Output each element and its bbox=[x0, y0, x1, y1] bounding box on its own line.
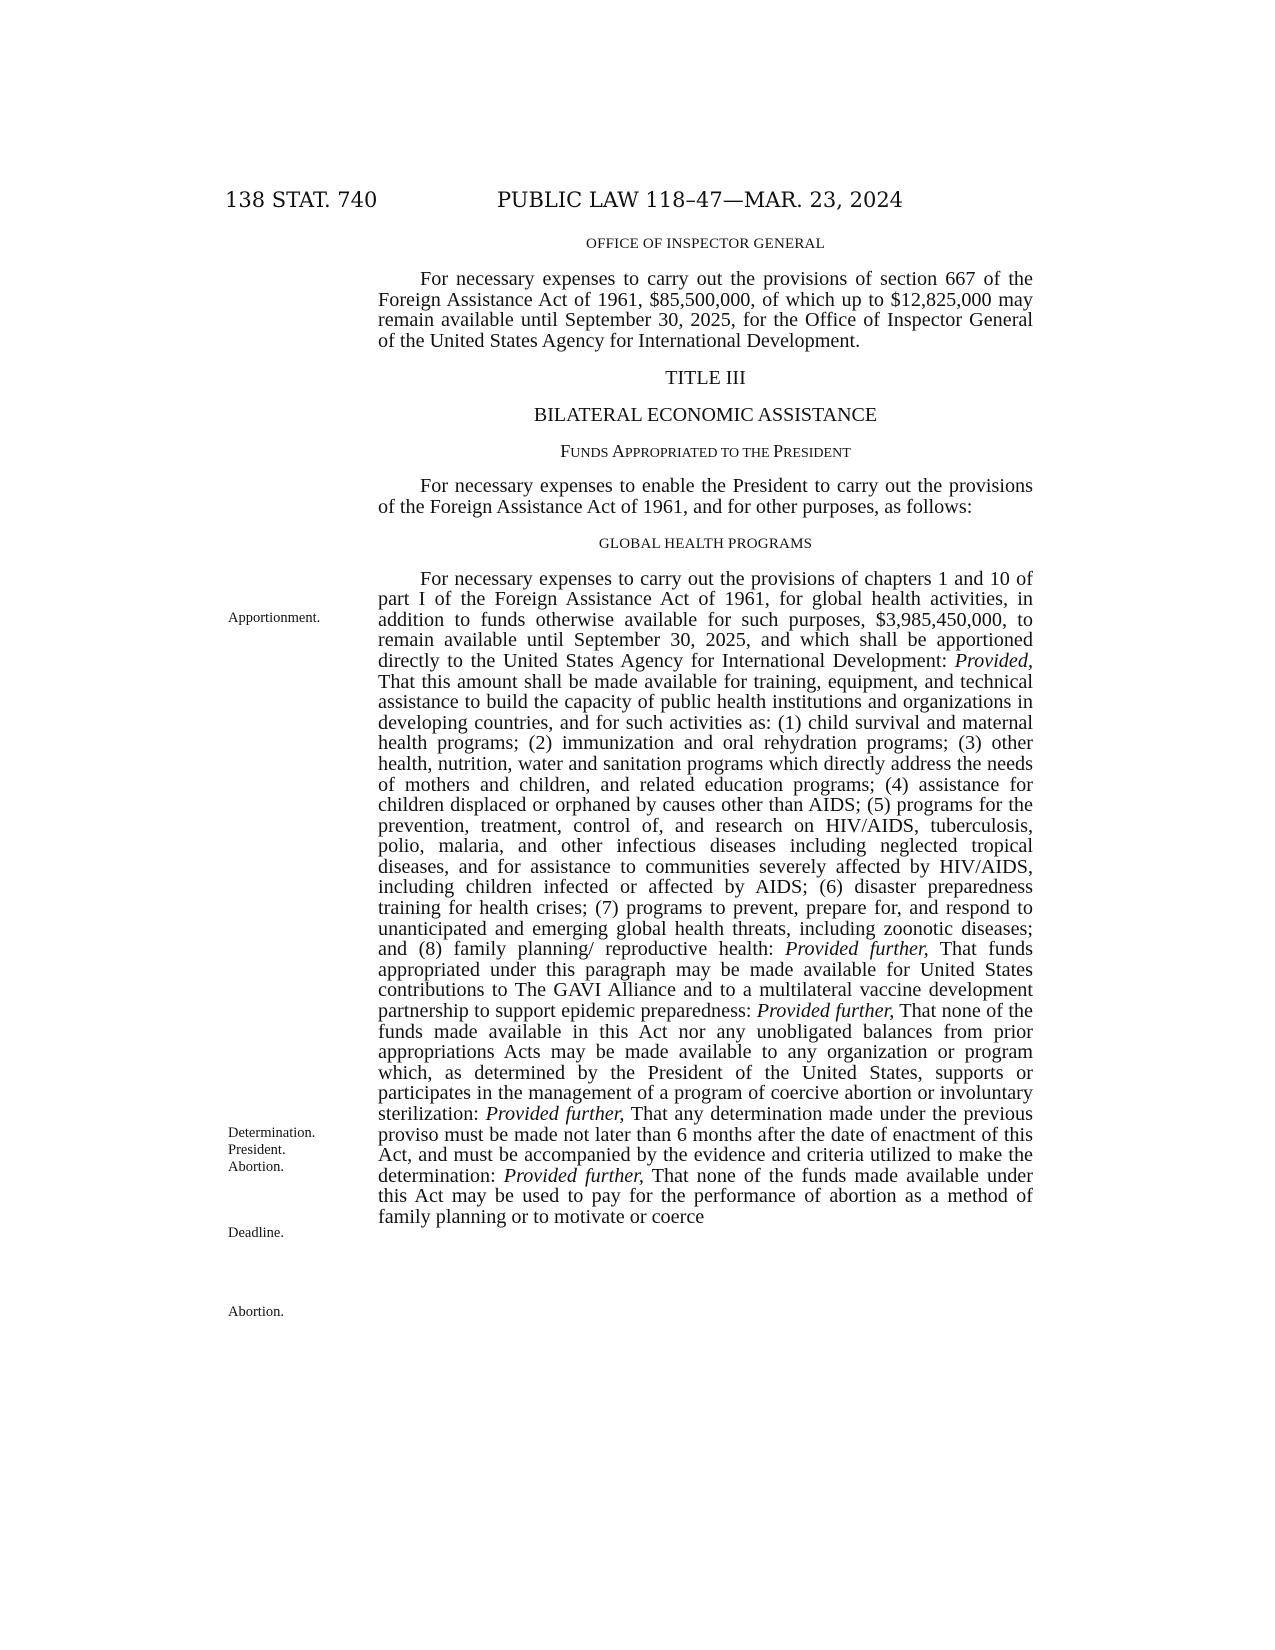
margin-note-abortion-1: Abortion. bbox=[228, 1159, 284, 1175]
ghp-text-3: That funds appropriated under this paragraph may be made available for United States contributions to The GAVI Alliance and to a multilateral vaccine development partnership to support epidemic preparedness: bbox=[378, 938, 1033, 1023]
margin-note-deadline: Deadline. bbox=[228, 1225, 284, 1241]
body-column bbox=[378, 236, 1033, 1228]
funds-heading-cap-f: F bbox=[560, 441, 571, 462]
ghp-text-4: That none of the funds made available in this Act nor any unobligated balances from prior appropriations Acts may be made available to any organization or program which, as determined by the President of the United States, supports or participates in the management of a program of coercive abortion or involuntary sterilization: bbox=[378, 1000, 1033, 1125]
running-header bbox=[225, 188, 925, 220]
funds-heading-rest-p: RESIDENT bbox=[783, 446, 851, 462]
global-health-heading: GLOBAL HEALTH PROGRAMS bbox=[598, 535, 813, 552]
funds-heading-cap-a: A bbox=[611, 441, 625, 462]
ghp-provided-3: Provided further, bbox=[756, 1000, 895, 1023]
ghp-text-5: That any determination made under the previous proviso must be made not later than 6 months after the date of enactment of this Act, and must be accompanied by the evidence and criteria utilized to make the determination: bbox=[378, 1103, 1033, 1187]
funds-paragraph: For necessary expenses to enable the President to carry out the provisions of the Foreign Assistance Act of 1961, and for other purposes, as follows: bbox=[378, 475, 1033, 518]
ghp-text-2: That this amount shall be made available for training, equipment, and technical assistance to build the capacity of public health institutions and organizations in developing countries, and for such activities as: (1) child survival and maternal health programs; (2) immunization and oral rehydration programs; (3) other health, nutrition, water and sanitation programs which directly address the needs of mothers and children, and related education programs; (4) assistance for children displaced or orphaned by causes other than AIDS; (5) programs for the prevention, treatment, control of, and research on HIV/AIDS, tuberculosis, polio, malaria, and other infectious diseases including neglected tropical diseases, and for assistance to communities severely affected by HIV/AIDS, including children infected or affected by AIDS; (6) disaster preparedness training for health crises; (7) programs to prevent, prepare for, and respond to unanticipated and emerging global health threats, including zoonotic diseases; and (8) family planning/ reproductive health: bbox=[378, 670, 1033, 961]
ghp-text-6: That none of the funds made available under this Act may be used to pay for the performance of abortion as a method of family planning or to motivate or coerce bbox=[378, 1164, 1033, 1228]
title-heading: TITLE III bbox=[665, 367, 746, 390]
margin-note-president: President. bbox=[228, 1142, 286, 1158]
ghp-provided-5: Provided further, bbox=[503, 1164, 644, 1187]
ghp-provided-4: Provided further, bbox=[485, 1103, 625, 1125]
oig-paragraph: For necessary expenses to carry out the provisions of section 667 of the Foreign Assistance Act of 1961, $85,500,000, of which up to $12,825,000 may remain available until September 30, 2025, for the Office of Inspector General of the United States Agency for International Development. bbox=[378, 268, 1033, 352]
funds-heading-rest-f: UNDS bbox=[570, 446, 612, 462]
subtitle-heading: BILATERAL ECONOMIC ASSISTANCE bbox=[533, 404, 878, 427]
oig-heading: OFFICE OF INSPECTOR GENERAL bbox=[586, 236, 825, 252]
funds-heading-rest-a: PPROPRIATED TO THE bbox=[624, 446, 774, 462]
public-law-citation: PUBLIC LAW 118–47—MAR. 23, 2024 bbox=[497, 188, 904, 212]
margin-note-apportionment: Apportionment. bbox=[228, 610, 321, 626]
statute-page-citation: 138 STAT. 740 bbox=[225, 188, 378, 212]
funds-heading-cap-p: P bbox=[773, 441, 784, 462]
margin-note-determination: Determination. bbox=[228, 1125, 316, 1141]
margin-note-abortion-2: Abortion. bbox=[228, 1304, 284, 1320]
ghp-text-1: For necessary expenses to carry out the provisions of chapters 1 and 10 of part I of the Foreign Assistance Act of 1961, for global health activities, in addition to funds otherwise available for such purposes, $3,985,450,000, to remain available until September 30, 2025, and which shall be apportioned directly to the United States Agency for International Development: bbox=[378, 567, 1033, 672]
funds-appropriated-heading bbox=[378, 441, 1033, 462]
ghp-provided-1: Provided, bbox=[954, 649, 1033, 672]
ghp-provided-2: Provided further, bbox=[785, 938, 929, 961]
global-health-paragraph bbox=[378, 569, 1033, 1228]
